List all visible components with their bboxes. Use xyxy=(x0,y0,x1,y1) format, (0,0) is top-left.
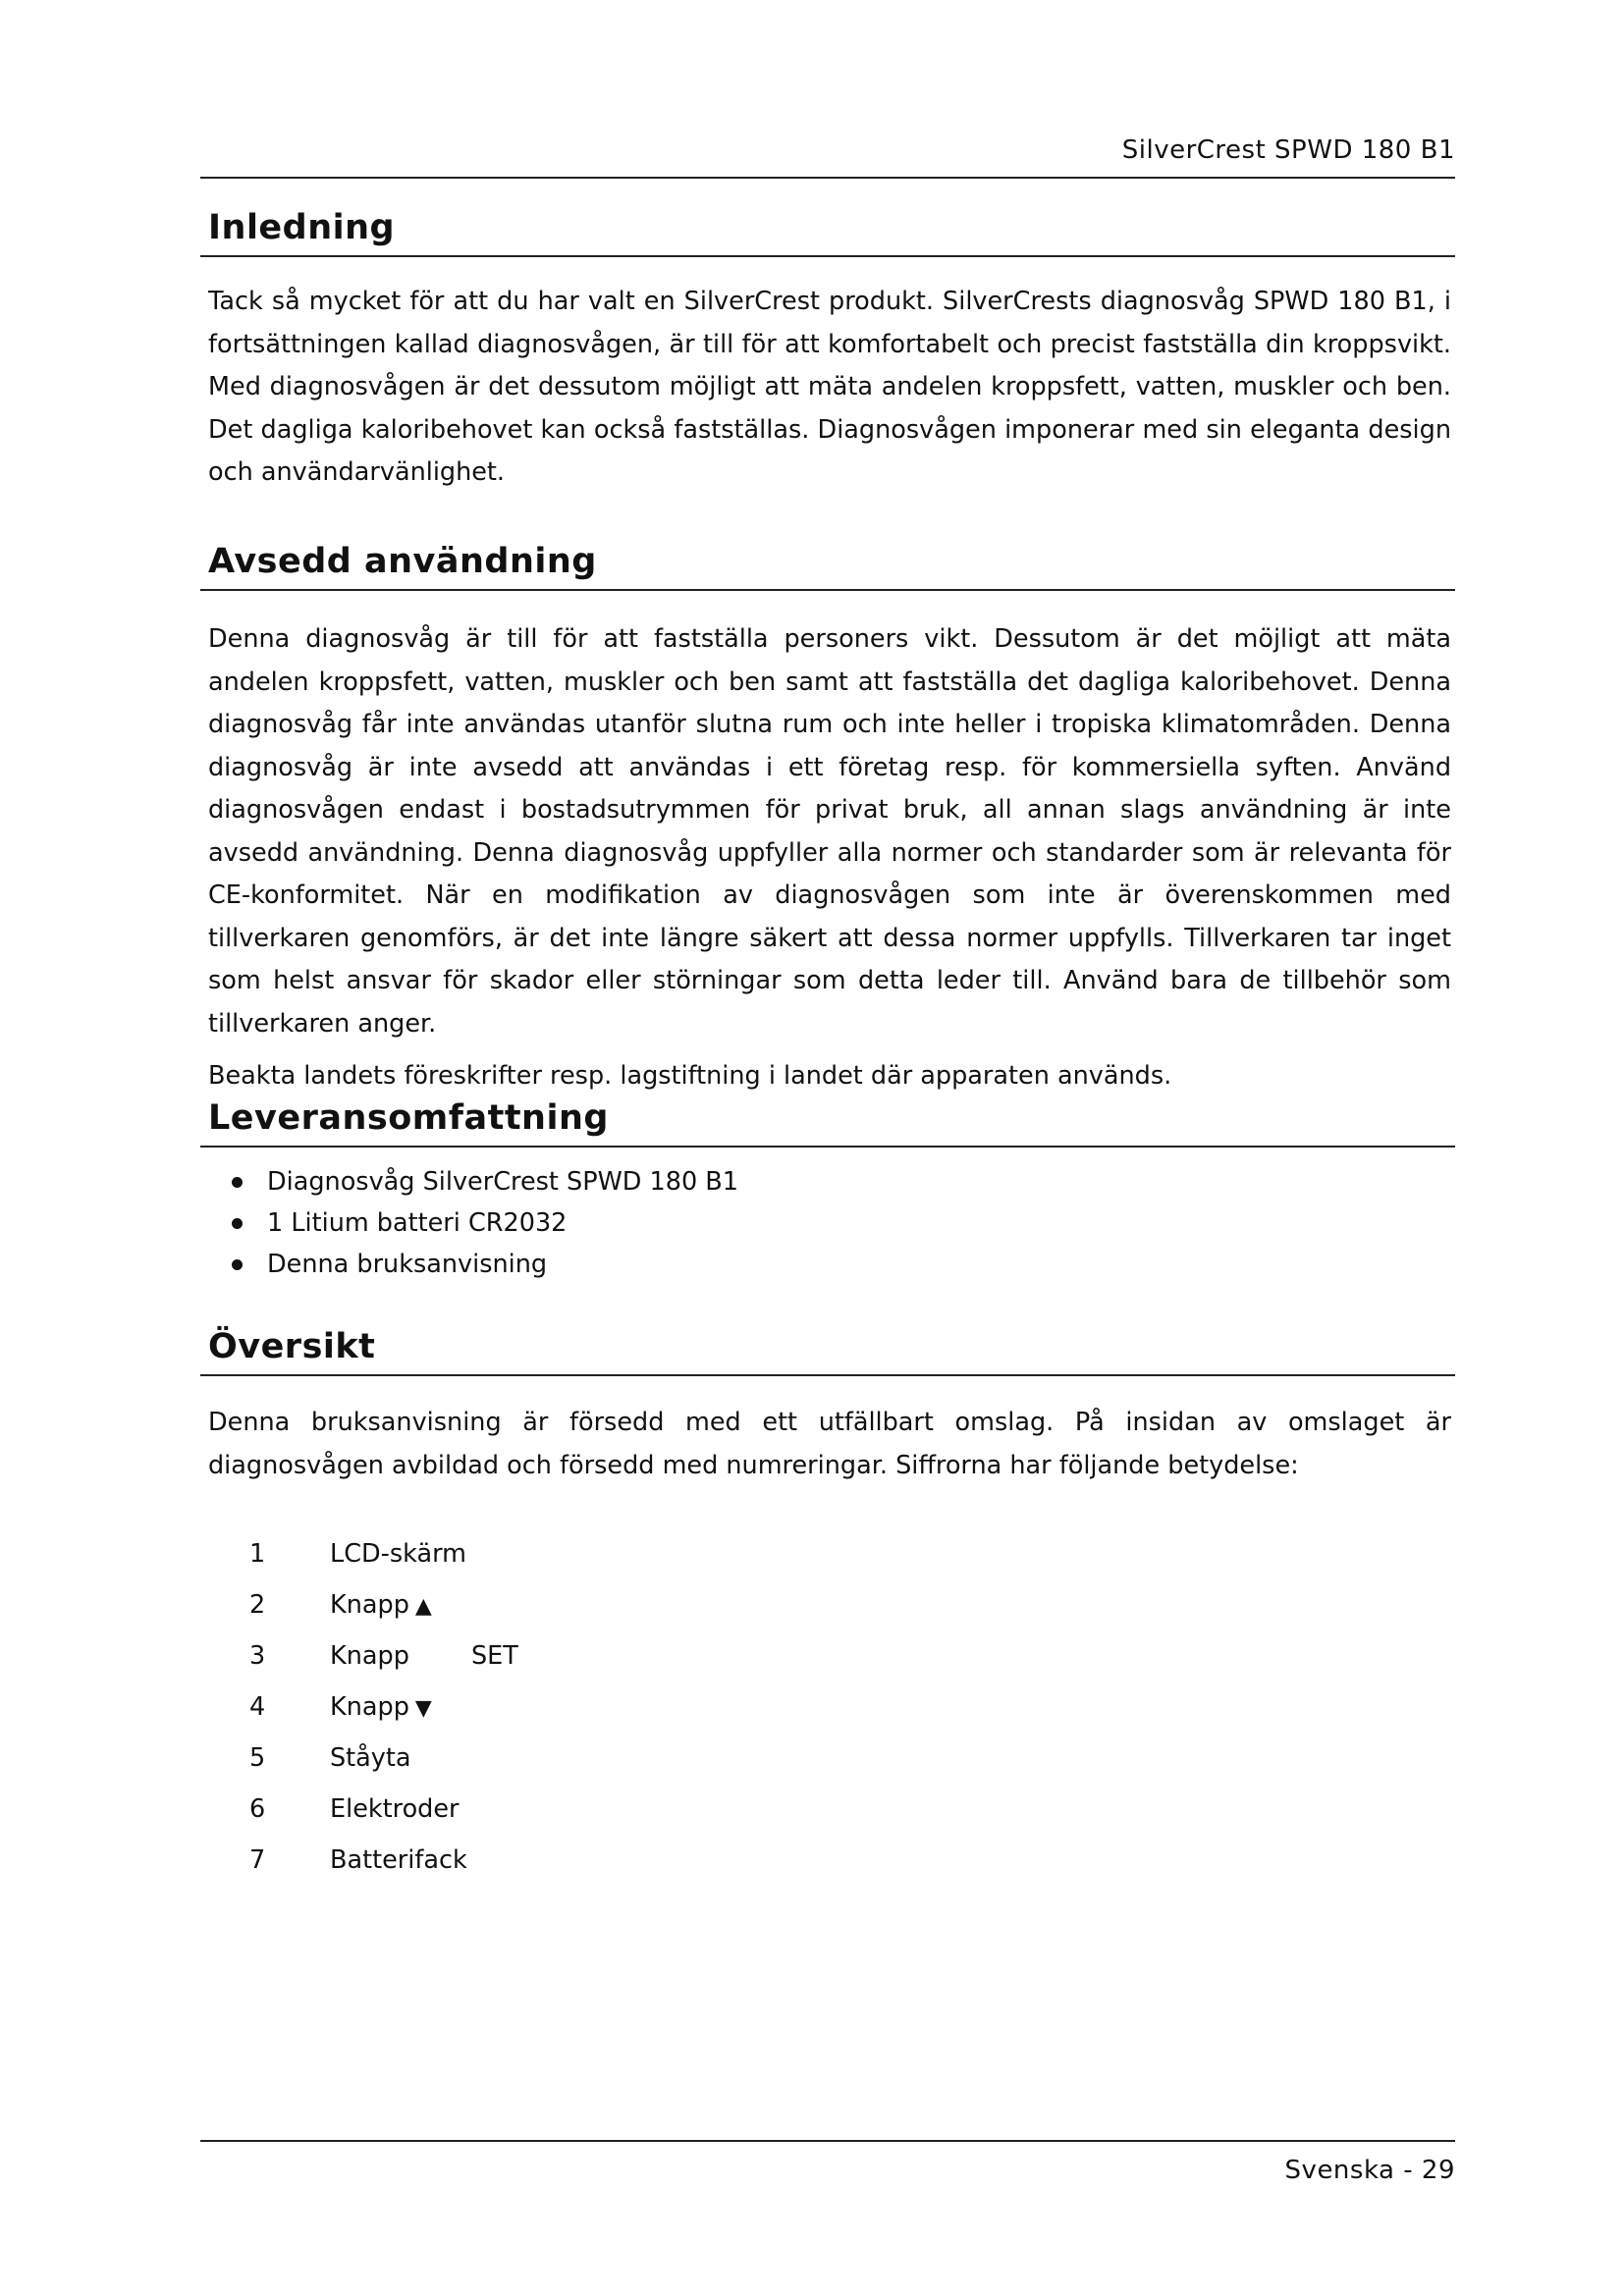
section-overview xyxy=(200,1323,1455,1487)
part-label: Knapp ▼ xyxy=(330,1692,432,1722)
overview-paragraph: Denna bruksanvisning är försedd med ett utfällbart omslag. På insidan av omslaget är diagnosvågen avbildad och försedd med numreringar. Siffrorna har följande betydelse: xyxy=(208,1408,1451,1480)
down-arrow-icon: ▼ xyxy=(414,1696,432,1721)
intended-use-paragraph-2: Beakta landets föreskrifter resp. lagstiftning i landet där apparaten används. xyxy=(208,1061,1172,1091)
part-row xyxy=(249,1682,839,1733)
section-delivery xyxy=(200,1095,1455,1285)
running-header: SilverCrest SPWD 180 B1 xyxy=(1121,135,1455,165)
list-item: Diagnosvåg SilverCrest SPWD 180 B1 xyxy=(226,1161,1455,1202)
bullet-icon xyxy=(232,1259,243,1270)
intro-paragraph: Tack så mycket för att du har valt en SilverCrest produkt. SilverCrests diagnosvåg SPWD 180 B1, i fortsättningen kallad diagnosvågen, är till för att komfortabelt och precist fastställa din kroppsvikt. Med diagnosvågen är det dessutom möjligt att mäta andelen kroppsfett, vatten, muskler och ben. Det dagliga kaloribehovet kan också fastställas. Diagnosvågen imponerar med sin eleganta design och användarvänlighet. xyxy=(208,287,1451,487)
part-row xyxy=(249,1835,839,1886)
list-item: 1 Litium batteri CR2032 xyxy=(226,1202,1455,1244)
header-rule xyxy=(200,177,1455,179)
part-label: Elektroder xyxy=(330,1794,460,1824)
bullet-icon xyxy=(232,1218,243,1229)
page-footer: Svenska - 29 xyxy=(1284,2156,1455,2185)
part-label: LCD-skärm xyxy=(330,1539,466,1569)
list-item: Denna bruksanvisning xyxy=(226,1244,1455,1285)
part-number: 1 xyxy=(249,1539,266,1569)
section-intro xyxy=(200,204,1455,495)
part-number: 7 xyxy=(249,1845,266,1875)
part-number: 2 xyxy=(249,1590,266,1620)
set-label: SET xyxy=(471,1641,518,1671)
part-row xyxy=(249,1579,839,1630)
part-number: 4 xyxy=(249,1692,266,1722)
part-row xyxy=(249,1528,839,1579)
section-heading-delivery: Leveransomfattning xyxy=(200,1095,1455,1148)
section-intended-use xyxy=(200,538,1455,1098)
delivery-list xyxy=(200,1161,1455,1285)
parts-list xyxy=(249,1528,839,1886)
part-number: 3 xyxy=(249,1641,266,1671)
part-number: 6 xyxy=(249,1794,266,1824)
section-heading-overview: Översikt xyxy=(200,1323,1455,1376)
footer-rule xyxy=(200,2140,1455,2142)
up-arrow-icon: ▲ xyxy=(414,1594,432,1619)
part-row xyxy=(249,1784,839,1835)
part-label: Knapp xyxy=(330,1641,409,1671)
part-label: Knapp ▲ xyxy=(330,1590,432,1620)
part-row xyxy=(249,1630,839,1682)
section-heading-intro: Inledning xyxy=(200,204,1455,257)
part-label: Ståyta xyxy=(330,1743,411,1773)
document-page xyxy=(200,0,1455,2296)
part-row xyxy=(249,1733,839,1784)
bullet-icon xyxy=(232,1177,243,1188)
part-number: 5 xyxy=(249,1743,266,1773)
part-label: Batterifack xyxy=(330,1845,467,1875)
section-heading-intended-use: Avsedd användning xyxy=(200,538,1455,591)
intended-use-paragraph-1: Denna diagnosvåg är till för att fastställa personers vikt. Dessutom är det möjligt att mäta andelen kroppsfett, vatten, muskler och ben samt att fastställa det dagliga kaloribehovet. Denna diagnosvåg får inte användas utanför slutna rum och inte heller i tropiska klimatområden. Denna diagnosvåg är inte avsedd att användas i ett företag resp. för kommersiella syften. Använd diagnosvågen endast i bostadsutrymmen för privat bruk, all annan slags användning är inte avsedd användning. Denna diagnosvåg uppfyller alla normer och standarder som är relevanta för CE-konformitet. När en modifikation av diagnosvågen som inte är överenskommen med tillverkaren genomförs, är det inte längre säkert att dessa normer uppfylls. Tillverkaren tar inget som helst ansvar för skador eller störningar som detta leder till. Använd bara de tillbehör som tillverkaren anger. xyxy=(208,624,1451,1039)
